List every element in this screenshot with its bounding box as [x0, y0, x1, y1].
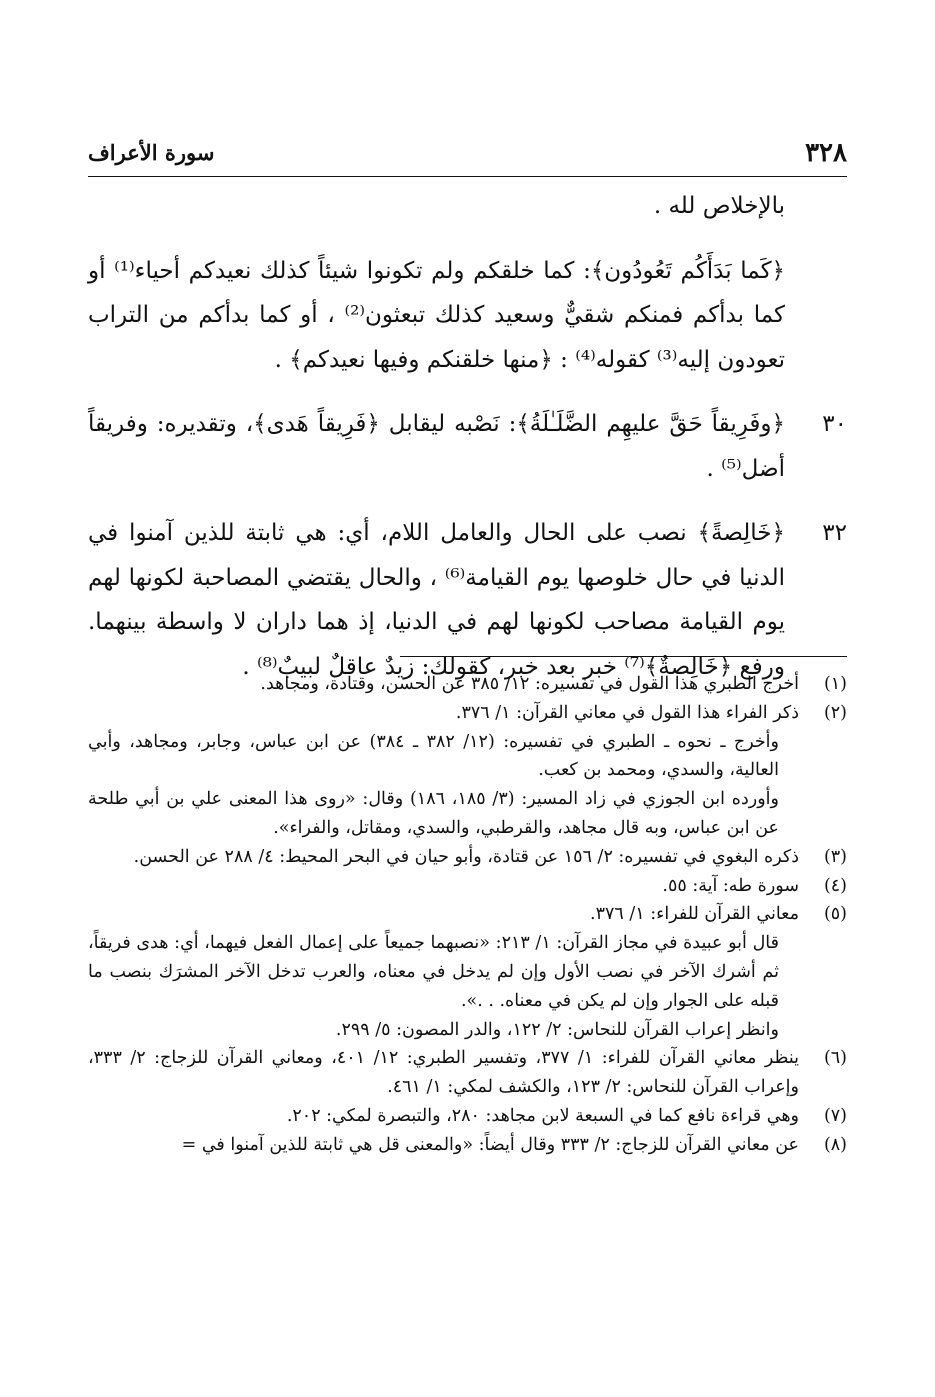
- page-number: ٣٢٨: [805, 138, 847, 168]
- footnote-text: ذكر الفراء هذا القول في معاني القرآن: ١/ ٣٧٦.: [455, 702, 799, 723]
- verse-30-block: [88, 402, 847, 491]
- footnote-text-cont: وأخرج ـ نحوه ـ الطبري في تفسيره: (١٢/ ٣٨٢ ـ ٣٨٤) عن ابن عباس، وجابر، ومجاهد، وأبي العالية، والسدي، ومحمد بن كعب.: [88, 731, 779, 781]
- footnote-label: (٧): [823, 1105, 847, 1126]
- footnote-text-cont: وانظر إعراب القرآن للنحاس: ٢/ ١٢٢، والدر المصون: ٥/ ٢٩٩.: [335, 1019, 779, 1040]
- footnote-label: (٣): [823, 846, 847, 867]
- footnote-text: سورة طه: آية: ٥٥.: [662, 875, 799, 896]
- footnote-text: وهي قراءة نافع كما في السبعة لابن مجاهد: ٢٨٠، والتبصرة لمكي: ٢٠٢.: [286, 1105, 799, 1126]
- header-rule: [88, 176, 847, 177]
- footnote-label: (١): [823, 674, 847, 694]
- footnote-8: [88, 1131, 847, 1160]
- main-text: [88, 184, 847, 689]
- paragraph-kama-badaakum: ﴿كَما بَدَأَكُم تَعُودُون﴾: كما خلقكم ولم تكونوا شيئاً كذلك نعيدكم أحياء⁽¹⁾ أو كما بدأكم فمنكم شقيٌّ وسعيد كذلك تبعثون⁽²⁾ ، أو كما بدأكم من التراب تعودون إليه⁽³⁾ كقوله⁽⁴⁾ : ﴿منها خلقنكم وفيها نعيدكم﴾ .: [88, 257, 785, 373]
- verse-32-commentary: ﴿خَالِصةً﴾ نصب على الحال والعامل اللام، أي: هي ثابتة للذين آمنوا في الدنيا في حال خلوصها يوم القيامة⁽⁶⁾ ، والحال يقتضي المصاحبة لكونها لهم يوم القيامة مصاحب لكونها لهم في الدنيا، إذ هما داران لا واسطة بينهما. ورفع ﴿خَالِصةٌ﴾⁽⁷⁾ خبر بعد خبر، كقولك: زيدٌ عاقلٌ لبيبٌ⁽⁸⁾ .: [88, 520, 785, 680]
- footnote-4: [88, 872, 847, 901]
- footnote-label: (٦): [823, 1048, 847, 1069]
- running-title: سورة الأعراف: [88, 140, 215, 165]
- footnote-5: [88, 900, 847, 1044]
- footnote-label: (٨): [823, 1134, 847, 1155]
- footnote-6: [88, 1044, 847, 1102]
- footnotes: [88, 670, 847, 1160]
- footnote-3: [88, 843, 847, 872]
- footnote-label: (٤): [823, 875, 847, 896]
- footnote-label: (٢): [823, 702, 847, 723]
- page-header: [88, 138, 847, 174]
- verse-30-commentary: ﴿وفَرِيقاً حَقَّ عليهِم الضَّلَـٰلَةُ﴾: نَصْبه ليقابل ﴿فَرِيقاً هَدى﴾، وتقديره: وفريقاً أضل⁽⁵⁾ .: [88, 411, 785, 482]
- footnote-text-cont: وأورده ابن الجوزي في زاد المسير: (٣/ ١٨٥، ١٨٦) وقال: «روى هذا المعنى علي بن أبي طلحة عن ابن عباس، وبه قال مجاهد، والقرطبي، والسدي، ومقاتل، والفراء».: [88, 789, 779, 838]
- footnote-text: ذكره البغوي في تفسيره: ٢/ ١٥٦ عن قتادة، وأبو حيان في البحر المحيط: ٤/ ٢٨٨ عن الحسن.: [133, 846, 799, 867]
- verse-number: ٣٢: [822, 520, 847, 546]
- footnote-7: [88, 1102, 847, 1131]
- footnote-1: [88, 670, 847, 699]
- footnote-text: ينظر معاني القرآن للفراء: ١/ ٣٧٧، وتفسير الطبري: ١٢/ ٤٠١، ومعاني القرآن للزجاج: ٢/ ٣٣٣، وإعراب القرآن للنحاس: ٢/ ١٢٣، والكشف لمكي: ١/ ٤٦١.: [88, 1048, 799, 1098]
- footnote-text: عن معاني القرآن للزجاج: ٢/ ٣٣٣ وقال أيضاً: «والمعنى قل هي ثابتة للذين آمنوا في =: [181, 1134, 799, 1155]
- paragraph-continuation: بالإخلاص لله .: [653, 193, 785, 219]
- footnote-text: معاني القرآن للفراء: ١/ ٣٧٦.: [590, 904, 799, 925]
- footnote-label: (٥): [823, 904, 847, 925]
- verse-32-block: [88, 511, 847, 689]
- footnote-text-cont: قال أبو عبيدة في مجاز القرآن: ١/ ٢١٣: «نصبهما جميعاً على إعمال الفعل فيهما، أي: هدى فريقاً، ثم أشرك الآخر في نصب الأول وإن لم يدخل في معناه، والعرب تدخل الآخر المشرَك بنصب ما قبله على الجوار وإن لم يكن في معناه. . .».: [88, 933, 779, 1011]
- verse-number: ٣٠: [822, 411, 847, 437]
- footnote-rule: [400, 656, 847, 657]
- footnote-2: [88, 699, 847, 843]
- footnote-text: أخرج الطبري هذا القول في تفسيره: ١٢/ ٣٨٥ عن الحسن، وقتادة، ومجاهد.: [260, 674, 799, 694]
